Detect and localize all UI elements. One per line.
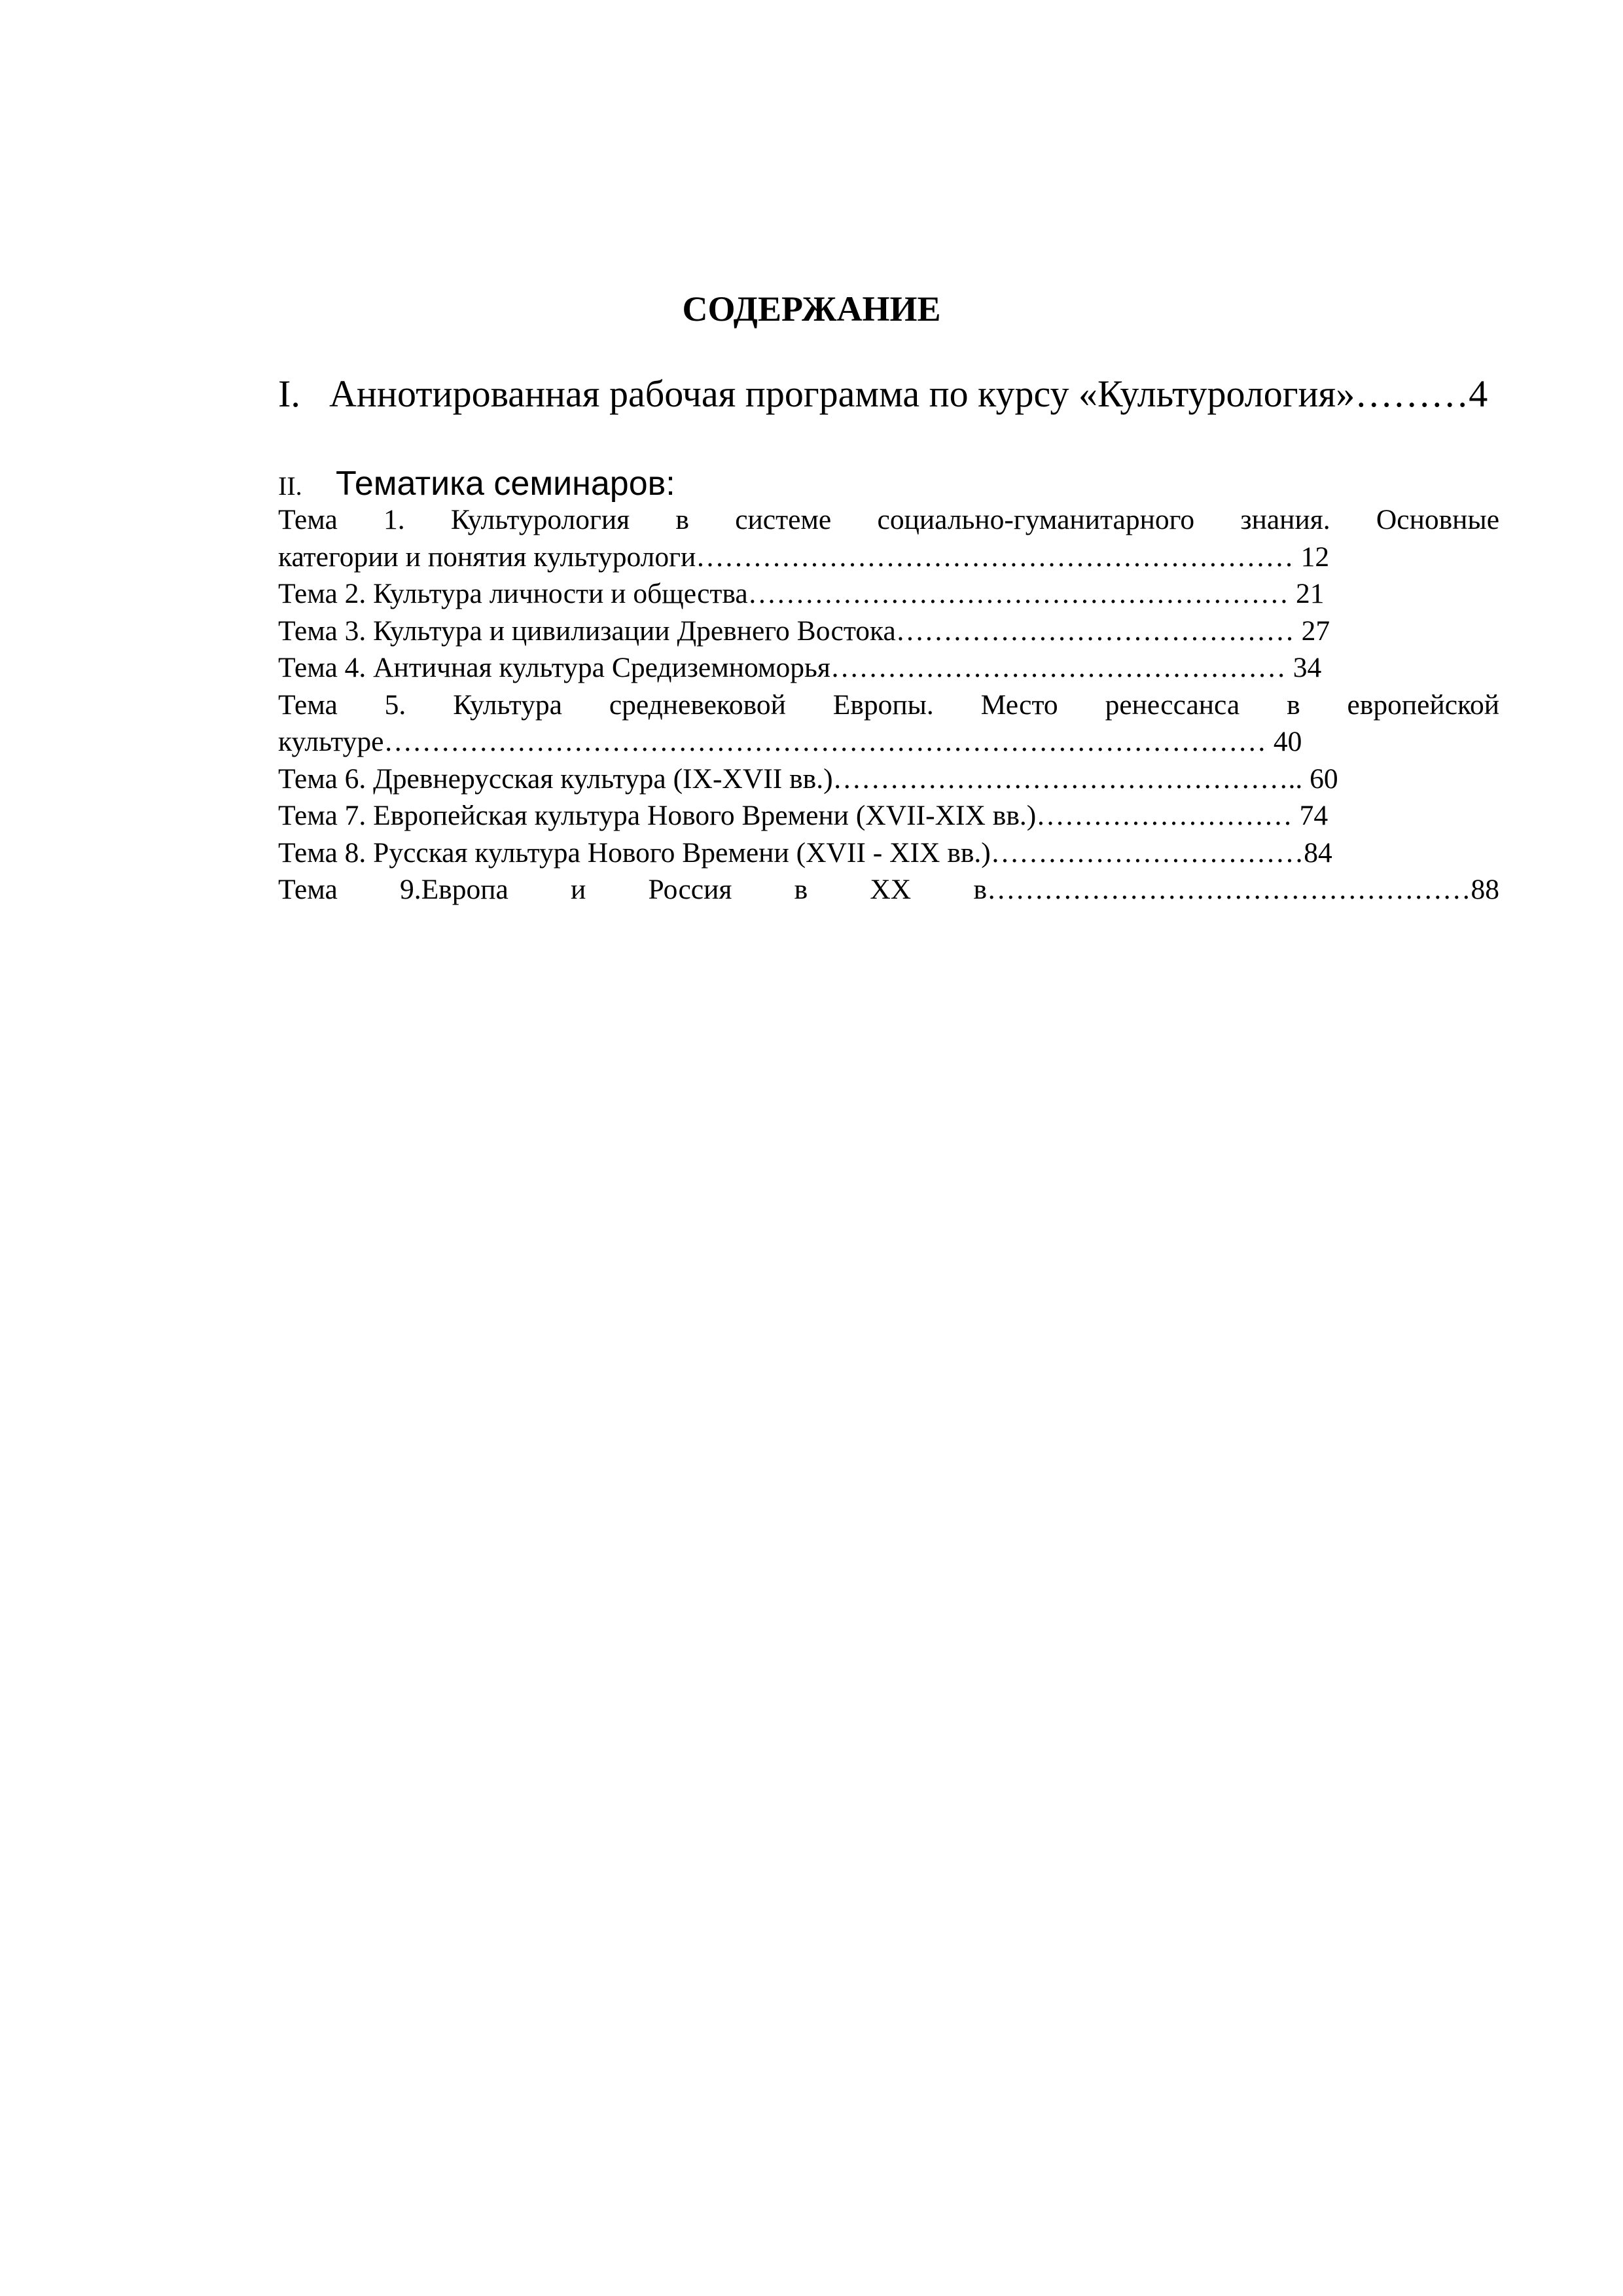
toc-line-topic-7: Тема 7. Европейская культура Нового Времени (XVII-XIX вв.)……………………… 74 [278, 800, 1329, 831]
toc-line-topic-2: Тема 2. Культура личности и общества………………………………………………… 21 [278, 578, 1325, 609]
page-title: СОДЕРЖАНИЕ [682, 289, 941, 329]
toc-line-topic-5-part-2: культуре………………………………………………………………………………… 40 [278, 726, 1302, 757]
toc-line-topic-5-part-1: Тема 5. Культура средневековой Европы. Место ренессанса в европейской [278, 689, 1499, 721]
section-2-number: II. [278, 471, 302, 501]
section-1-number: I. [278, 372, 300, 415]
toc-line-topic-9: Тема 9.Европа и Россия в XX в……………………………………………88 [278, 874, 1499, 905]
toc-list [278, 501, 1499, 908]
section-2-heading-text: Тематика семинаров: [336, 465, 675, 503]
toc-line-topic-1-part-1: Тема 1. Культурология в системе социально-гуманитарного знания. Основные [278, 504, 1499, 535]
section-1-text: Аннотированная рабочая программа по курсу «Культурология»………4 [329, 372, 1488, 415]
toc-section-1 [278, 370, 1499, 418]
toc-line-topic-3: Тема 3. Культура и цивилизации Древнего Востока…………………………………… 27 [278, 615, 1330, 647]
toc-line-topic-6: Тема 6. Древнерусская культура (IX-XVII вв.)………………………………………….. 60 [278, 762, 1338, 795]
toc-line-topic-8: Тема 8. Русская культура Нового Времени (XVII - XIX вв.)……………………………84 [278, 836, 1332, 869]
toc-line-topic-1-part-2: категории и понятия культурологи……………………………………………………… 12 [278, 541, 1330, 573]
toc-line-topic-4: Тема 4. Античная культура Средиземноморья………………………………………… 34 [278, 652, 1322, 683]
